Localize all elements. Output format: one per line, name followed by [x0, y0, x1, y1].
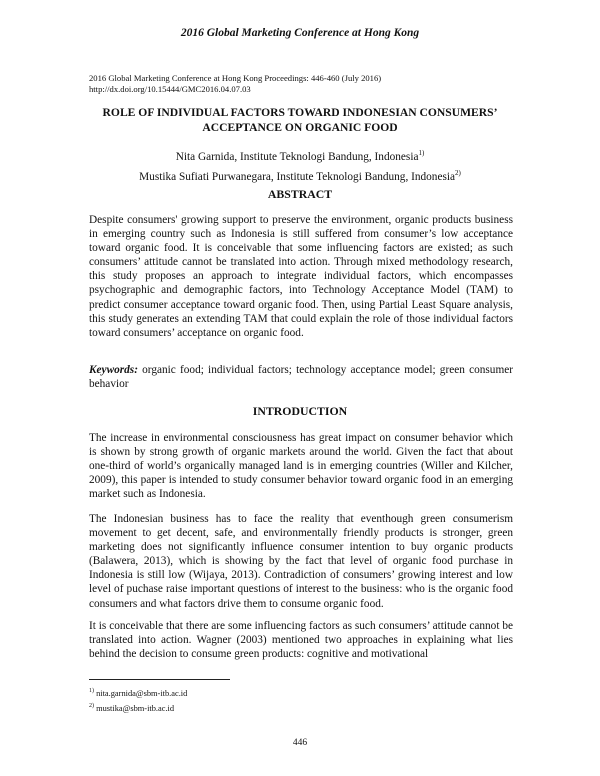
footnotes [89, 685, 187, 715]
abstract-text: Despite consumers' growing support to preserve the environment, organic products business in emerging country such as Indonesia is still suffered from consumer’s low acceptance toward organic food. It is conceivable that some influencing factors are existed; as such consumers’ attitude cannot be translated into action. Through mixed methodology research, this study proposes an approach to integrate individual factors, which encompasses psychographic and demographic factors, into Technology Acceptance Model (TAM) to predict consumer acceptance toward organic food. Then, using Partial Least Square analysis, this study generates an extending TAM that could explain the role of those individual factors toward consumers’ acceptance on organic food. [89, 214, 513, 339]
author-1-name: Nita Garnida, Institute Teknologi Bandung, Indonesia [175, 150, 419, 163]
author-2-name: Mustika Sufiati Purwanegara, Institute Teknologi Bandung, Indonesia [139, 170, 456, 183]
running-header: 2016 Global Marketing Conference at Hong Kong [180, 27, 420, 39]
keywords [89, 363, 513, 391]
doi-link[interactable]: http://dx.doi.org/10.15444/GMC2016.04.07.03 [89, 84, 251, 94]
introduction-heading: INTRODUCTION [252, 404, 348, 418]
intro-paragraph-2: The Indonesian business has to face the reality that eventhough green consumerism movement to get decent, safe, and environmentally friendly products is stronger, green marketing does not significantly influence consumer intention to buy organic products (Balawera, 2013), which is showing by the fact that level of organic food purchase in Indonesia is still low (Wijaya, 2013). Contradiction of consumers’ growing interest and low level of puchase raise important questions of interest to the business: who is the organic food consumers and what factors drive them to consume organic food. [89, 513, 513, 610]
author-list [60, 145, 540, 185]
citation-block [89, 73, 381, 95]
author-1 [60, 145, 540, 165]
title-line-1: ROLE OF INDIVIDUAL FACTORS TOWARD INDONESIAN CONSUMERS’ [102, 106, 498, 119]
footnote-2 [89, 700, 187, 715]
intro-paragraph-1: The increase in environmental consciousness has great impact on consumer behavior which is shown by strong growth of organic markets around the world. Given the fact that about one-third of world’s organically managed land is in emerging countries (Willer and Kilcher, 2009), this paper is intended to study consumer behavior toward organic food in an emerging market such as Indonesia. [89, 432, 513, 501]
keywords-label: Keywords: [89, 364, 138, 376]
intro-paragraph-3: It is conceivable that there are some influencing factors as such consumers’ attitude cannot be translated into action. Wagner (2003) mentioned two approaches in explaining what lies behind the decision to consume green products: cognitive and motivational [89, 620, 513, 661]
footnote-1-email[interactable]: nita.garnida@sbm-itb.ac.id [96, 688, 188, 698]
abstract-heading: ABSTRACT [267, 187, 333, 201]
footnote-divider [89, 679, 230, 680]
footnote-2-mark: 2) [89, 702, 94, 709]
paper-title [60, 105, 540, 135]
author-1-mark: 1) [418, 149, 425, 157]
author-2-mark: 2) [455, 168, 461, 177]
author-2 [60, 165, 540, 185]
footnote-2-email[interactable]: mustika@sbm-itb.ac.id [96, 703, 175, 713]
title-line-2: ACCEPTANCE ON ORGANIC FOOD [202, 121, 398, 134]
proceedings-line: 2016 Global Marketing Conference at Hong Kong Proceedings: 446-460 (July 2016) [89, 73, 382, 83]
footnote-1-mark: 1) [89, 688, 94, 694]
footnote-1 [89, 685, 187, 700]
keywords-text: organic food; individual factors; technology acceptance model; green consumer behavior [89, 364, 514, 391]
page-number: 446 [292, 738, 308, 748]
